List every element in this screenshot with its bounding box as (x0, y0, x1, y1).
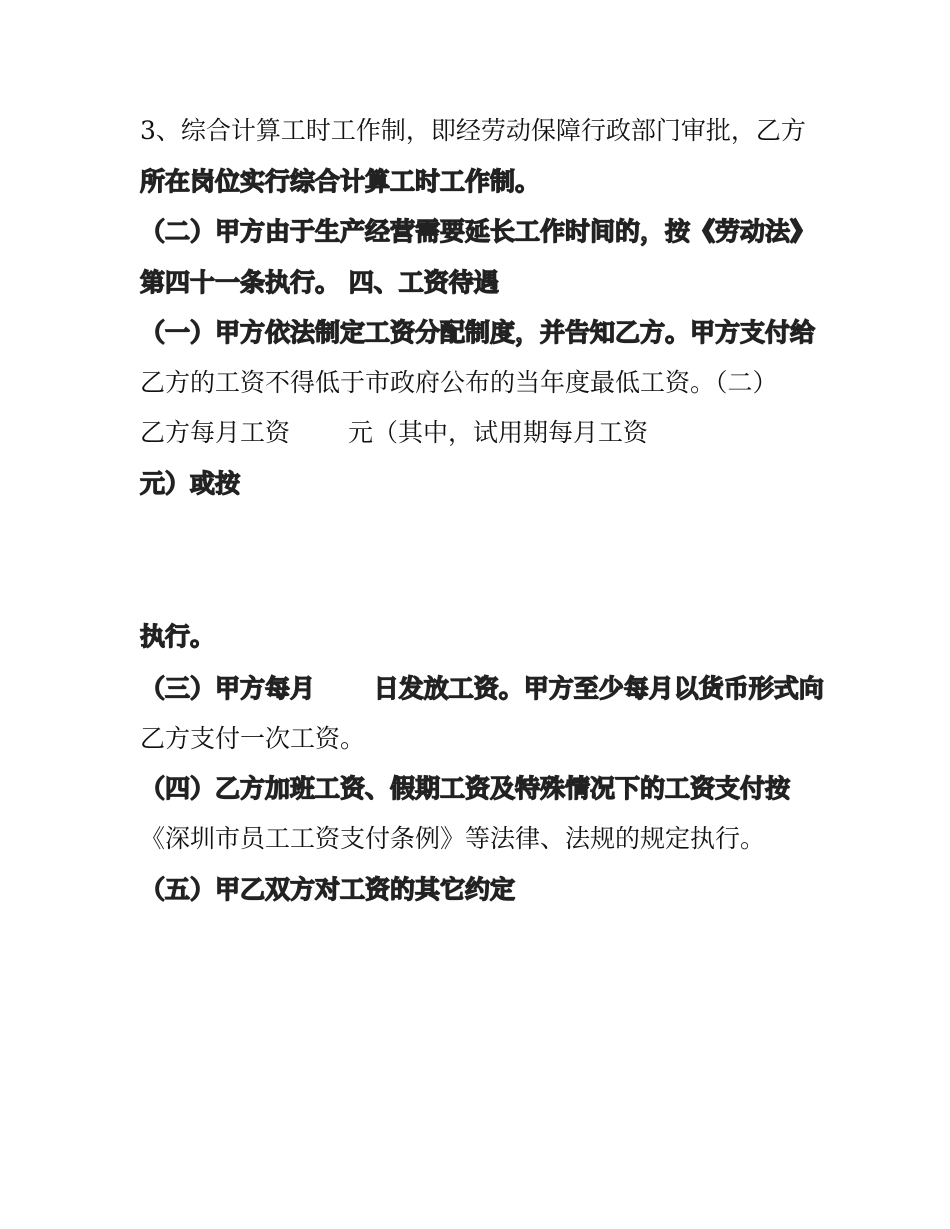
clause-wage-system: （一）甲方依法制定工资分配制度，并告知乙方。甲方支付给 (140, 318, 816, 347)
clause-minimum-wage: 乙方的工资不得低于市政府公布的当年度最低工资。（二） (140, 368, 778, 397)
clause-execute: 执行。 (140, 622, 216, 651)
clause-monthly-wage-alt: 元）或按 (140, 469, 241, 498)
clause-overtime-extension: （二）甲方由于生产经营需要延长工作时间的，按《劳动法》 (140, 217, 816, 246)
clause-pay-once-monthly: 乙方支付一次工资。 (140, 724, 366, 753)
clause-pay-day: （三）甲方每月 日发放工资。甲方至少每月以货币形式向 (140, 674, 824, 703)
clause-other-wage-agreements: （五）甲乙双方对工资的其它约定 (140, 875, 516, 904)
clause-article-41-and-wages-title: 第四十一条执行。 四、工资待遇 (140, 268, 499, 297)
clause-shenzhen-regulation: 《深圳市员工工资支付条例》等法律、法规的规定执行。 (140, 824, 766, 853)
clause-monthly-wage: 乙方每月工资 元（其中，试用期每月工资 (140, 418, 648, 447)
clause-overtime-pay: （四）乙方加班工资、假期工资及特殊情况下的工资支付按 (140, 774, 791, 803)
clause-3-comprehensive-hours: 3、综合计算工时工作制，即经劳动保障行政部门审批，乙方 (140, 116, 806, 145)
clause-3-continuation: 所在岗位实行综合计算工时工作制。 (140, 167, 541, 196)
